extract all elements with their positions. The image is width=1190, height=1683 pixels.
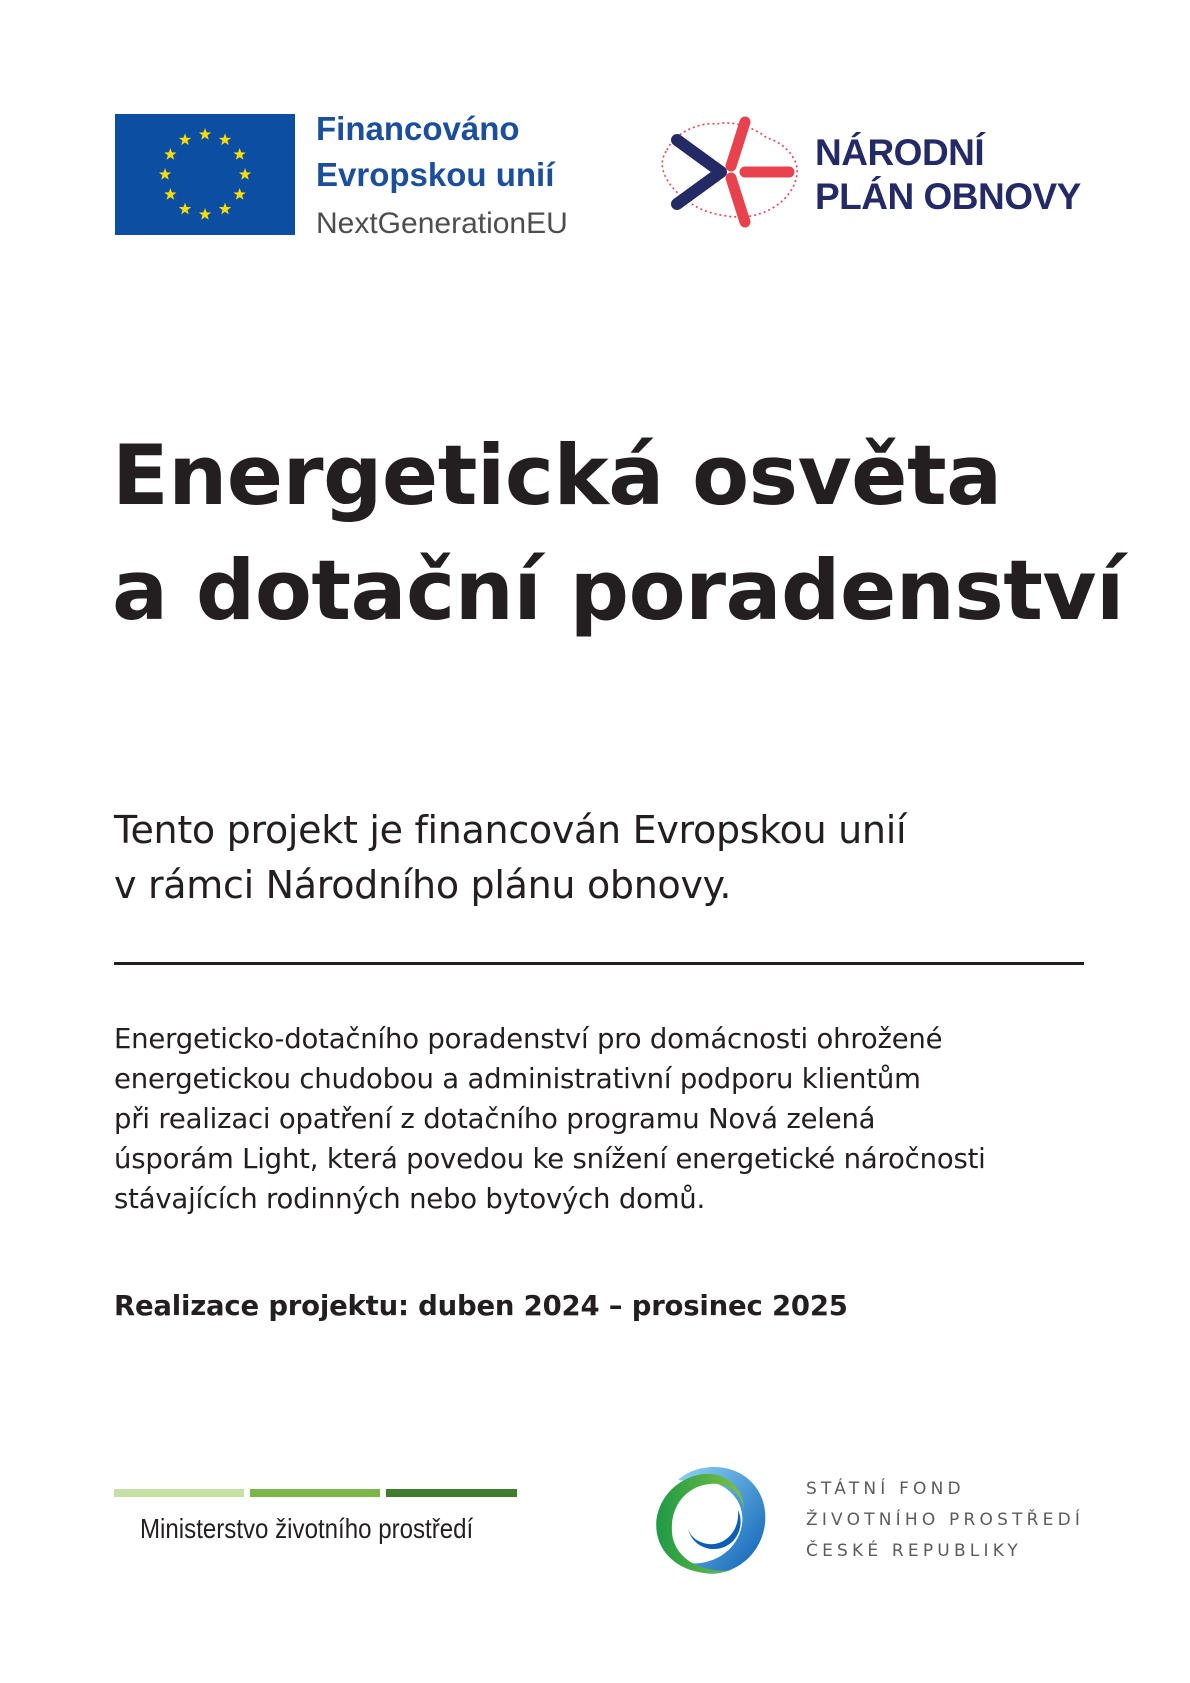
description-line: Energeticko-dotačního poradenství pro domácnosti ohrožené [114, 1023, 943, 1055]
mzp-logo-text: Ministerstvo životního prostředí [140, 1513, 474, 1544]
npo-title-line-1: NÁRODNÍ [815, 132, 985, 173]
mzp-bar-dark [386, 1489, 517, 1497]
description-line: energetickou chudobou a administrativní podporu klientům [114, 1063, 921, 1095]
mzp-bar-light [114, 1489, 244, 1497]
page-title-line-1: Energetická osvěta [112, 427, 1002, 524]
subtitle-line-1: Tento projekt je financován Evropskou unií [114, 808, 907, 852]
npo-mark-icon [655, 110, 805, 235]
divider [114, 962, 1084, 965]
description-line: úsporám Light, která povedou ke snížení energetické náročnosti [114, 1143, 986, 1175]
mzp-bar-mid [250, 1489, 380, 1497]
sfzp-text-line-2: ŽIVOTNÍHO PROSTŘEDÍ [806, 1510, 1085, 1530]
description-line: stávajících rodinných nebo bytových domů. [114, 1183, 706, 1215]
subtitle-line-2: v rámci Národního plánu obnovy. [114, 863, 732, 907]
sfzp-text-line-1: STÁTNÍ FOND [806, 1479, 965, 1499]
project-realization: Realizace projektu: duben 2024 – prosinec 2025 [114, 1290, 848, 1322]
eu-flag-icon [115, 114, 295, 235]
eu-funding-line-3: NextGenerationEU [316, 207, 568, 240]
npo-title-line-2: PLÁN OBNOVY [815, 176, 1081, 217]
sfzp-ring-icon [648, 1458, 770, 1580]
eu-funding-line-2: Evropskou unií [316, 156, 555, 193]
page-title-line-2: a dotační poradenství [112, 542, 1124, 639]
eu-funding-line-1: Financováno [316, 110, 520, 147]
description-line: při realizaci opatření z dotačního programu Nová zelená [114, 1103, 876, 1135]
sfzp-text-line-3: ČESKÉ REPUBLIKY [806, 1541, 1023, 1561]
